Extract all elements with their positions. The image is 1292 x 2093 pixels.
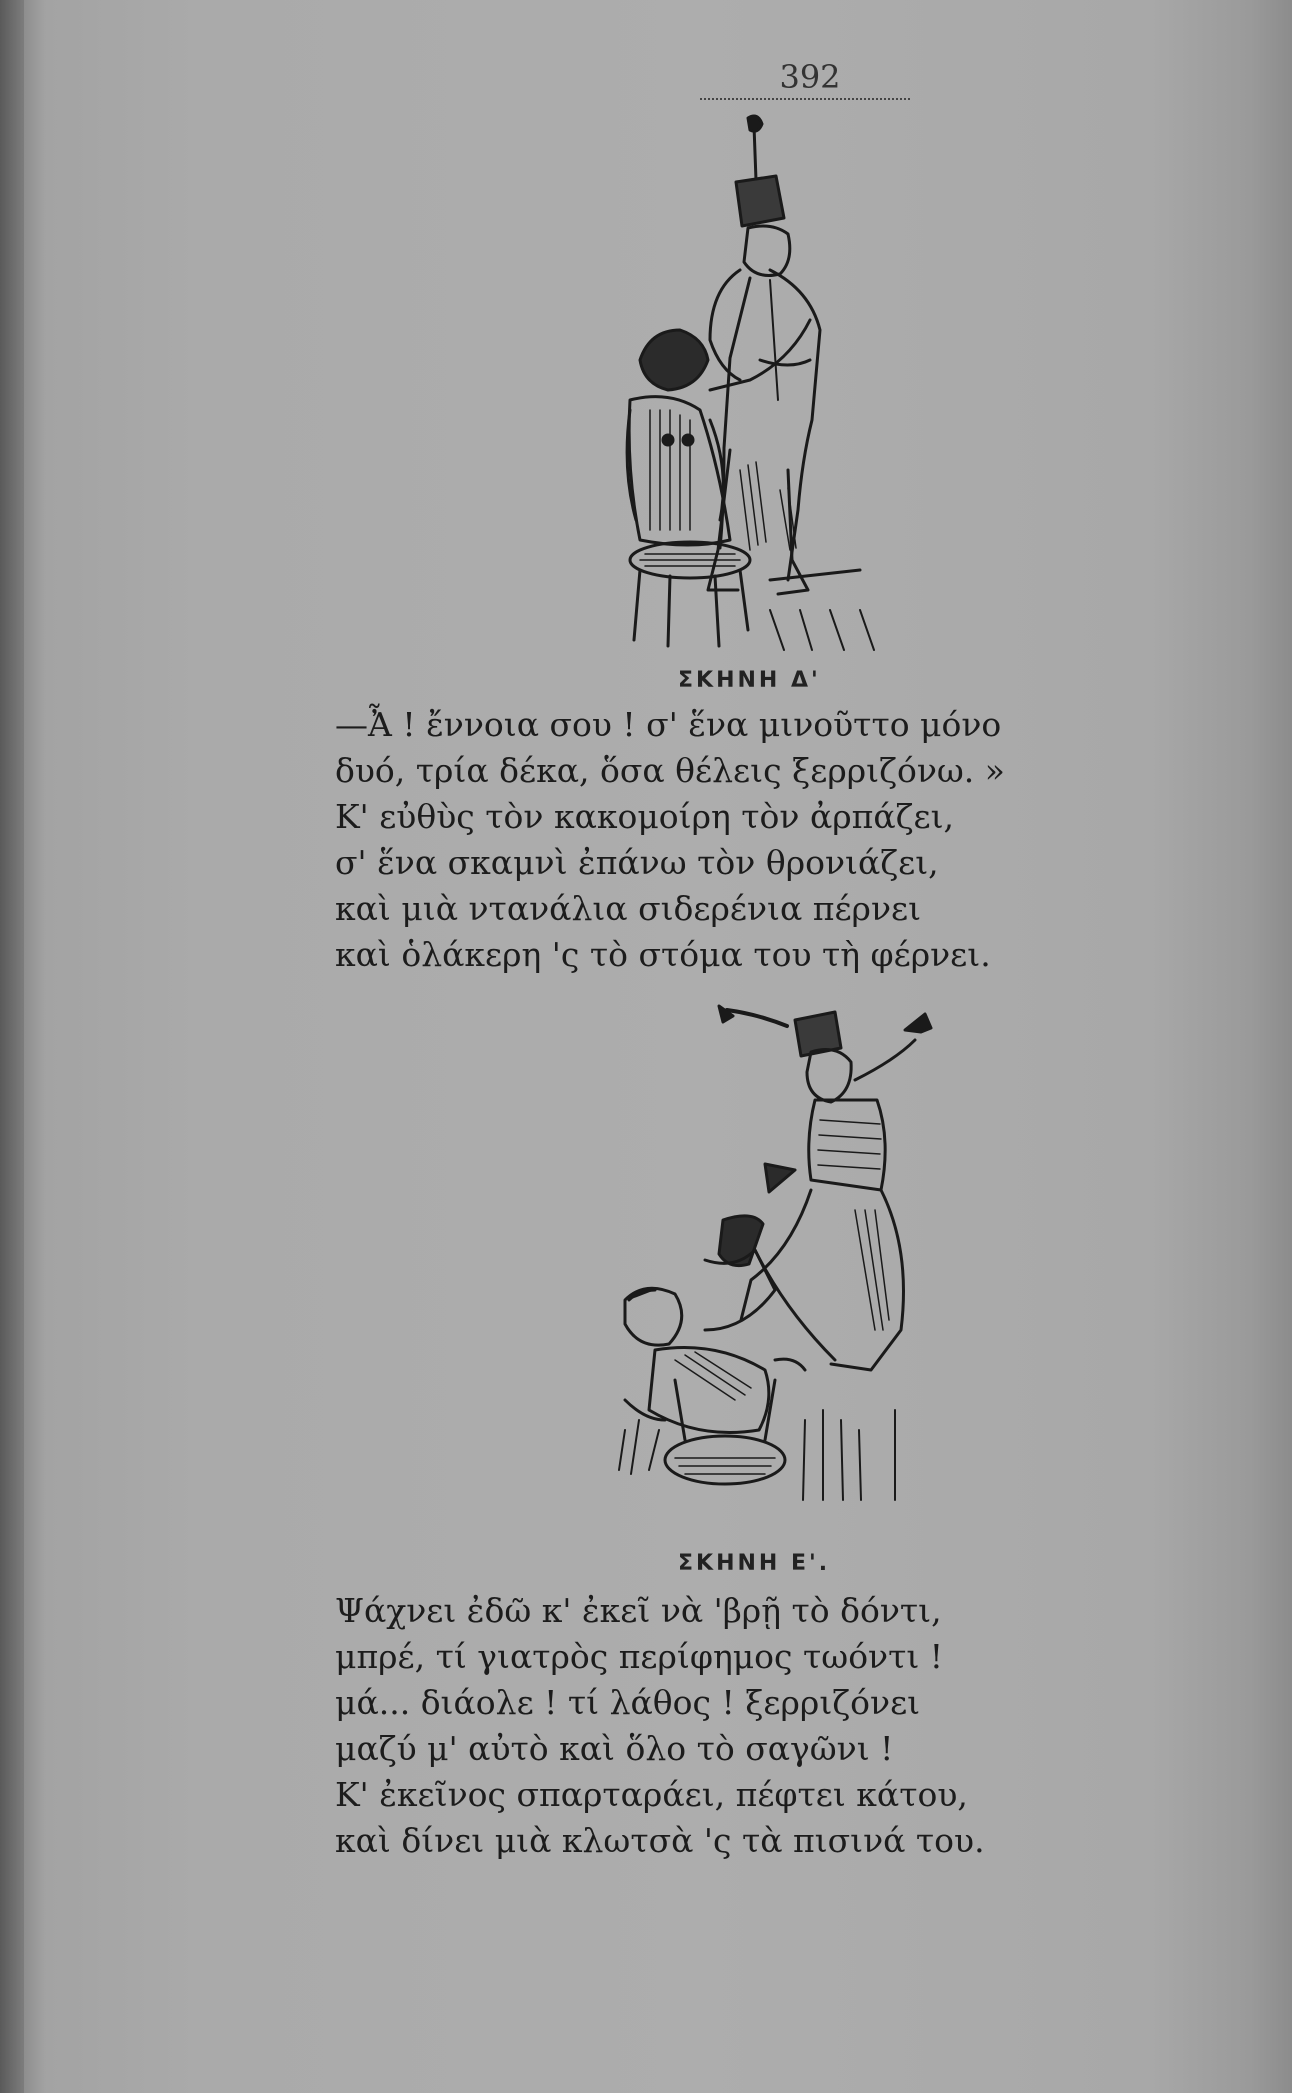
- verse-line: σ' ἕνα σκαμνὶ ἐπάνω τὸν θρονιάζει,: [335, 843, 939, 882]
- verse-line: —Ἆ ! ἔννοια σου ! σ' ἕνα μινοῦττο μόνο: [335, 705, 1002, 744]
- scene-heading: ΣΚΗΝΗ Δ': [678, 668, 821, 693]
- scene-heading: ΣΚΗΝΗ Ε'.: [678, 1551, 831, 1576]
- page-number: 392: [779, 58, 841, 96]
- verse-line: καὶ ὁλάκερη 'ς τὸ στόμα του τὴ φέρνει.: [335, 935, 991, 974]
- dentist-pulling-tooth-illustration: [620, 110, 980, 660]
- verse-line: μαζύ μ' αὐτὸ καὶ ὅλο τὸ σαγῶνι !: [335, 1729, 894, 1768]
- verse-line: καὶ μιὰ ντανάλια σιδερένια πέρνει: [335, 889, 922, 928]
- verse-line: Κ' εὐθὺς τὸν κακομοίρη τὸν ἀρπάζει,: [335, 797, 955, 836]
- verse-line: Κ' ἐκεῖνος σπαρταράει, πέφτει κάτου,: [335, 1775, 968, 1814]
- page-edge: [0, 0, 24, 2093]
- verse-line: δυό, τρία δέκα, ὅσα θέλεις ξερριζόνω. »: [335, 751, 1005, 790]
- verse-stanza: [335, 702, 1155, 978]
- verse-stanza: [335, 1588, 1155, 1864]
- patient-kicking-dentist-illustration: [615, 1000, 995, 1530]
- verse-line: καὶ δίνει μιὰ κλωτσὰ 'ς τὰ πισινά του.: [335, 1821, 985, 1860]
- verse-line: μπρέ, τί γιατρὸς περίφημος τωόντι !: [335, 1637, 944, 1676]
- header-rule: [700, 98, 910, 100]
- verse-line: Ψάχνει ἐδῶ κ' ἐκεῖ νὰ 'βρῇ τὸ δόντι,: [335, 1591, 942, 1630]
- verse-line: μά... διάολε ! τί λάθος ! ξερριζόνει: [335, 1683, 921, 1722]
